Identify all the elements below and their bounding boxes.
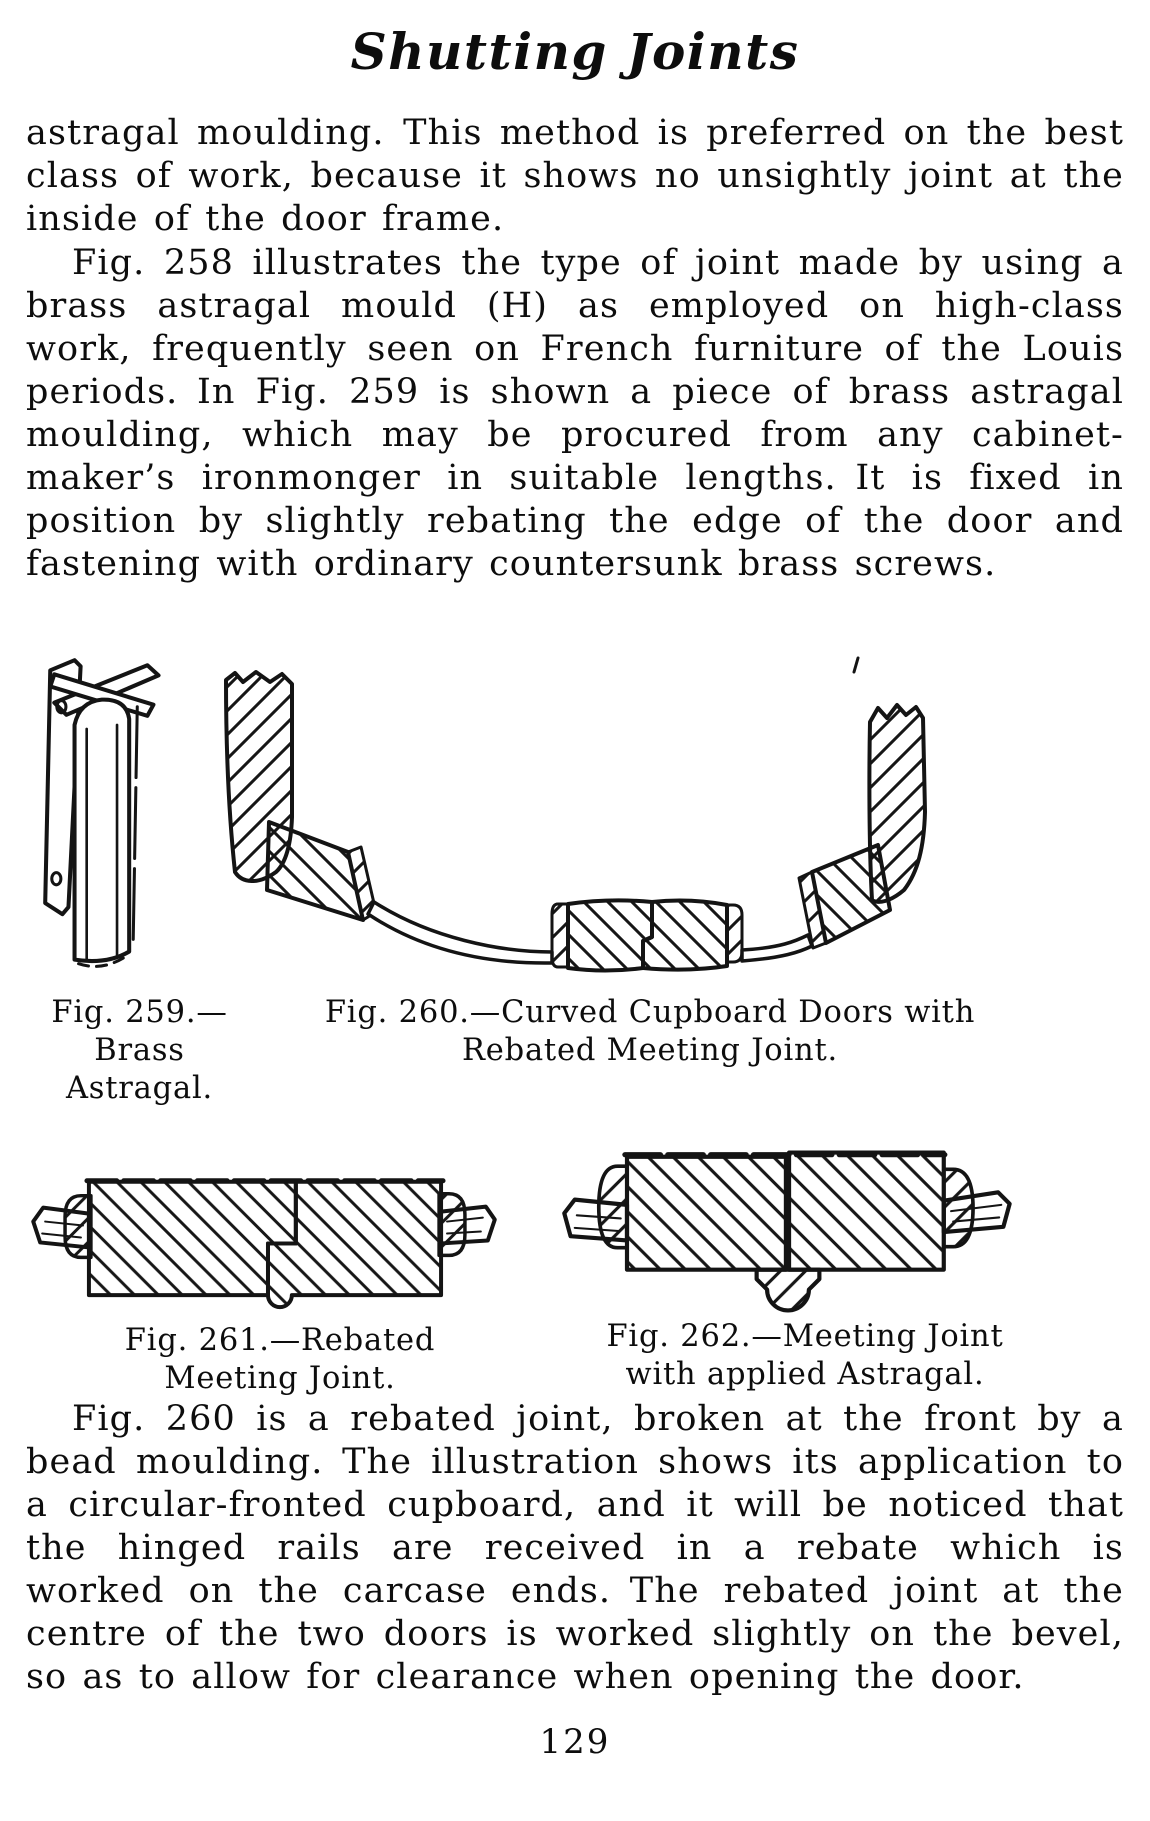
- fig-260-curved-doors-drawing: [190, 652, 1070, 982]
- fig-261-caption: [55, 1322, 505, 1398]
- centre-meeting-joint: [552, 900, 742, 970]
- figure-row-2: [0, 1118, 1150, 1318]
- fig-259-caption-line: Astragal.: [65, 1071, 214, 1106]
- fig-259-caption-line: Fig. 259.—: [51, 995, 228, 1030]
- fig-259-brass-astragal-drawing: [28, 654, 200, 978]
- fig-261-caption-line: Fig. 261.—Rebated: [124, 1323, 436, 1358]
- fig-259-caption: [12, 994, 267, 1108]
- fig-262-caption: [570, 1318, 1040, 1394]
- fig-262-caption-line: with applied Astragal.: [625, 1357, 985, 1392]
- right-hinged-rail: [799, 845, 890, 948]
- fig-262-caption-line: Fig. 262.—Meeting Joint: [606, 1319, 1004, 1354]
- fig-261-caption-line: Meeting Joint.: [164, 1361, 396, 1396]
- fig-262-applied-astragal-drawing: [558, 1142, 1018, 1320]
- fig-260-caption-line: Rebated Meeting Joint.: [462, 1033, 838, 1068]
- fig-260-caption: [300, 994, 1000, 1070]
- paragraph-1: astragal moulding. This method is preferred on the best class of work, because it shows no unsightly joint at the inside of the door frame.: [26, 113, 1124, 239]
- rebated-door-stiles: [87, 1181, 443, 1307]
- fig-259-caption-line: Brass: [94, 1033, 185, 1068]
- applied-astragal-bead: [757, 1270, 820, 1311]
- paragraph-3: Fig. 260 is a rebated joint, broken at the front by a bead moulding. The illustration shows its application to a circular-fronted cupboard, and it will be noticed that the hinged rails are received in a rebate which is worked on the carcase ends. The rebated joint at the centre of the two doors is worked slightly on the bevel, so as to allow for clearance when opening the door.: [26, 1399, 1124, 1697]
- page-number: 129: [539, 1722, 611, 1762]
- left-hinged-rail: [267, 822, 376, 920]
- fig-260-caption-line: Fig. 260.—Curved Cupboard Doors with: [324, 995, 976, 1030]
- astragal-bead-column: [75, 700, 138, 967]
- fig-261-rebated-joint-drawing: [25, 1138, 503, 1327]
- paragraph-2: Fig. 258 illustrates the type of joint made by using a brass astragal mould (H) as employed on high-class work, frequently seen on French furniture of the Louis periods. In Fig. 259 is shown a piece of brass astragal moulding, which may be procured from any cabinet-maker’s ironmonger in suitable lengths. It is fixed in position by slightly rebating the edge of the door and fastening with ordinary countersunk brass screws.: [26, 243, 1124, 584]
- page-title: Shutting Joints: [350, 22, 800, 81]
- figure-row-1: [0, 652, 1150, 987]
- meeting-door-stiles: [625, 1153, 945, 1270]
